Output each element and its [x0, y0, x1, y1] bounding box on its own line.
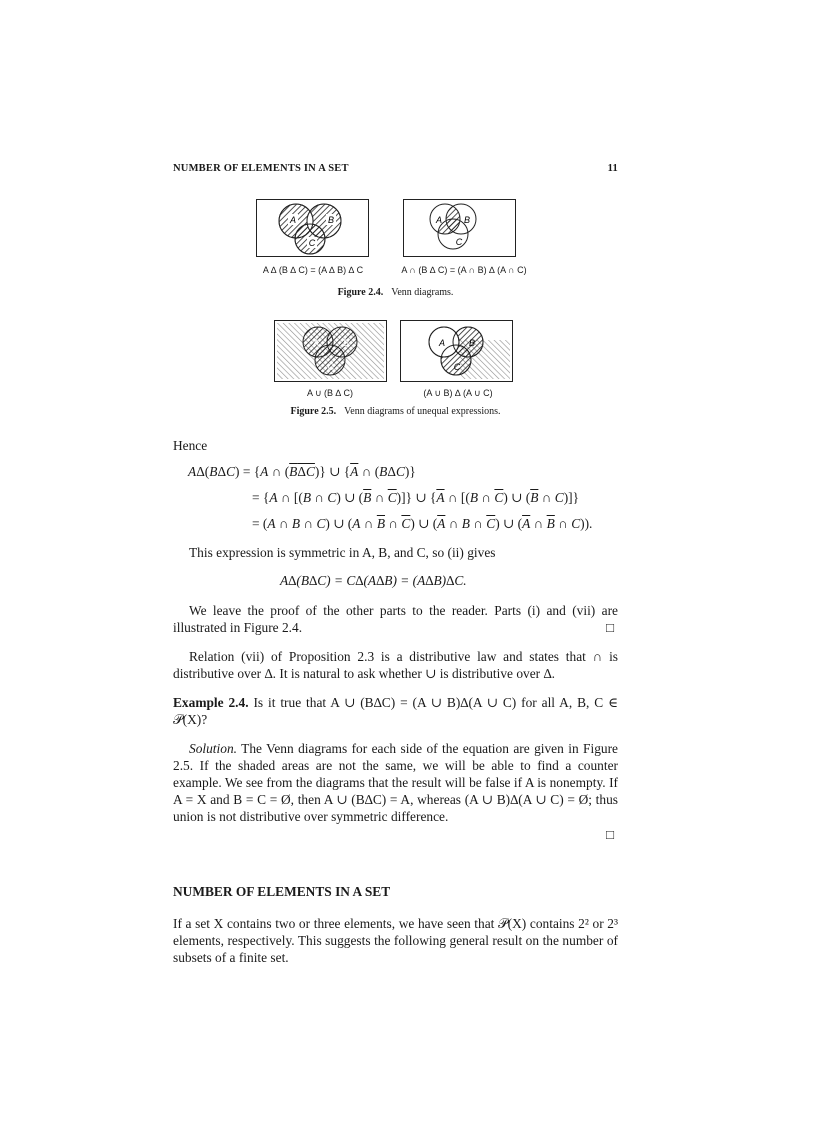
- fig24-caption-number: Figure 2.4.: [337, 287, 384, 298]
- derivation-line-2: = {A ∩ [(B ∩ C) ∪ ($\overline{B}$ ∩ $\overline{C}$)]} ∪ {$\overline{A}$ ∩ [(B ∩ $\overline{C}$) ∪ ($\overline{B}$ ∩ C)]}: [252, 490, 580, 505]
- fig25-caption-number: Figure 2.5.: [290, 406, 337, 417]
- fig24-right-label: A ∩ (B ∆ C) = (A ∩ B) ∆ (A ∩ C): [401, 265, 527, 275]
- venn-letter-a: A: [289, 215, 297, 225]
- symmetric-intro: This expression is symmetric in A, B, and C, so (ii) gives: [189, 545, 496, 560]
- venn-letter-b: B: [342, 338, 350, 348]
- fig25-right-label: (A ∪ B) ∆ (A ∪ C): [423, 388, 493, 398]
- venn-letter-c: C: [327, 362, 335, 372]
- venn-letter-b: B: [468, 338, 476, 348]
- example-text: Is it true that A ∪ (B∆C) = (A ∪ B)∆(A ∪ C) for all A, B, C ∈ 𝒫(X)?: [173, 695, 618, 727]
- example-label: Example 2.4.: [173, 695, 249, 710]
- leave-proof-text: We leave the proof of the other parts to the reader. Parts (i) and (vii) are illustrated in Figure 2.4.: [173, 603, 618, 635]
- leave-proof-paragraph: [173, 602, 618, 636]
- venn-letter-c: C: [453, 362, 461, 372]
- venn-fig24-right: [403, 199, 516, 257]
- fig24-caption-text: Venn diagrams.: [391, 287, 454, 298]
- qed-2: □: [606, 827, 615, 842]
- venn-letter-c: C: [308, 238, 316, 248]
- venn-letter-a: A: [435, 215, 443, 225]
- fig25-left-label: A ∪ (B ∆ C): [306, 388, 354, 398]
- derivation-line-1: AΔ(BΔC) = {A ∩ (BΔC)} ∪ {$\overline{A}$ ∩ (BΔC)}: [188, 464, 416, 479]
- venn-fig24-left: [256, 199, 369, 257]
- venn-letter-c: C: [455, 237, 463, 247]
- venn-fig25-left: [274, 320, 387, 382]
- solution-label: Solution.: [189, 741, 237, 756]
- fig24-left-label: A ∆ (B ∆ C) = (A ∆ B) ∆ C: [262, 265, 364, 275]
- final-paragraph: If a set X contains two or three elements, we have seen that 𝒫(X) contains 2² or 2³ elements, respectively. This suggests the following general result on the number of subsets of a finite set.: [173, 916, 618, 965]
- solution-paragraph: [173, 740, 618, 825]
- header-title: NUMBER OF ELEMENTS IN A SET: [173, 163, 349, 174]
- venn-letter-b: B: [327, 215, 335, 225]
- example-paragraph: [173, 694, 618, 728]
- venn-letter-a: A: [312, 338, 320, 348]
- page-number: 11: [607, 163, 618, 174]
- hence-text: Hence: [173, 438, 208, 453]
- fig24-caption: [173, 287, 618, 298]
- fig25-caption-text: Venn diagrams of unequal expressions.: [344, 406, 501, 417]
- venn-letter-b: B: [463, 215, 471, 225]
- qed-1: □: [606, 620, 615, 635]
- section-heading: NUMBER OF ELEMENTS IN A SET: [173, 884, 391, 899]
- symmetric-equation: A∆(B∆C) = C∆(A∆B) = (A∆B)∆C.: [280, 573, 467, 588]
- running-header: [173, 163, 618, 174]
- venn-fig25-right: [400, 320, 513, 382]
- fig25-caption: [173, 406, 618, 417]
- relation-paragraph: Relation (vii) of Proposition 2.3 is a distributive law and states that ∩ is distributive over ∆. It is natural to ask whether ∪ is distributive over ∆.: [173, 649, 618, 681]
- derivation-line-3: = (A ∩ B ∩ C) ∪ (A ∩ $\overline{B}$ ∩ $\overline{C}$) ∪ ($\overline{A}$ ∩ B ∩ $\overline{C}$) ∪ ($\overline{A}$ ∩ $\overline{B}$ ∩ C)).: [252, 516, 593, 531]
- venn-letter-a: A: [438, 338, 446, 348]
- solution-text: The Venn diagrams for each side of the equation are given in Figure 2.5. If the shaded areas are not the same, we will be able to find a counter example. We see from the diagrams that the result will be false if A is nonempty. If A = X and B = C = Ø, then A ∪ (B∆C) = A, whereas (A ∪ B)∆(A ∪ C) = Ø; thus union is not distributive over symmetric difference.: [173, 741, 619, 824]
